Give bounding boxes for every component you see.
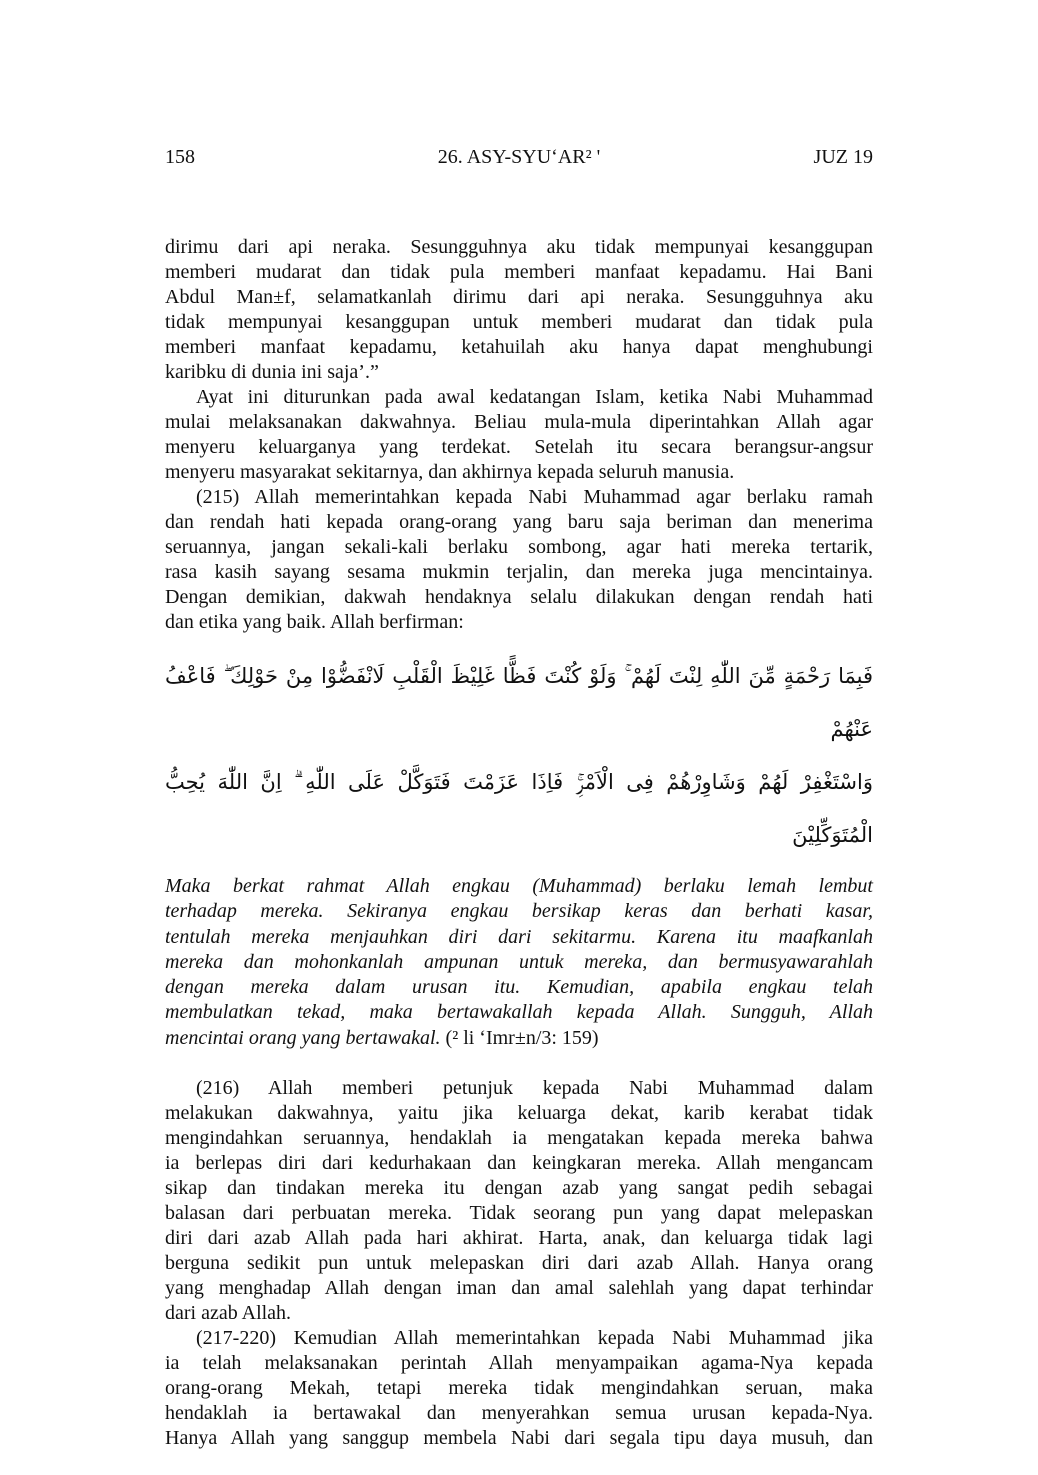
text-line: rasa kasih sayang sesama mukmin terjalin, dan mereka juga mencintainya. (165, 561, 873, 583)
text-line: menyeru masyarakat sekitarnya, dan akhirnya kepada seluruh manusia. (165, 461, 735, 483)
text-line: Hanya Allah yang sanggup membela Nabi dari segala tipu daya musuh, dan (165, 1427, 873, 1450)
text-line: dari azab Allah. (165, 1302, 292, 1325)
text-line: ia telah melaksanakan perintah Allah menyampaikan agama-Nya kepada (165, 1352, 873, 1375)
top-paragraphs (165, 235, 873, 635)
translation-line: Maka berkat rahmat Allah engkau (Muhammad) berlaku lemah lembut (165, 875, 873, 897)
paragraph (165, 1076, 873, 1326)
text-line: tidak mempunyai kesanggupan untuk memberi mudarat dan tidak pula (165, 311, 873, 333)
verse-reference: (² li ‘Imr±n/3: 159) (440, 1026, 599, 1049)
text-line: sikap dan tindakan mereka itu dengan azab yang sangat pedih sebagai (165, 1177, 873, 1200)
text-line: Abdul Man±f, selamatkanlah dirimu dari api neraka. Sesungguhnya aku (165, 286, 873, 308)
text-line: memberi mudarat dan tidak pula memberi manfaat kepadamu. Hai Bani (165, 261, 873, 283)
text-line: Dengan demikian, dakwah hendaknya selalu dilakukan dengan rendah hati (165, 586, 873, 608)
text-line: berguna sedikit pun untuk melepaskan diri dari azab Allah. Hanya orang (165, 1252, 873, 1275)
translation-line: tentulah mereka menjauhkan diri dari sekitarmu. Karena itu maafkanlah (165, 925, 873, 948)
paragraph (165, 1326, 873, 1451)
verse-translation (165, 874, 873, 1051)
translation-text: mencintai orang yang bertawakal. (165, 1026, 441, 1049)
surah-title: 26. ASY-SYU‘AR² ' (437, 146, 601, 168)
arabic-verse (165, 650, 873, 862)
text-line: menyeru keluarganya yang terdekat. Setelah itu secara berangsur-angsur (165, 436, 873, 458)
bottom-paragraphs (165, 1076, 873, 1451)
text-line: diri dari azab Allah pada hari akhirat. Harta, anak, dan keluarga tidak lagi (165, 1227, 873, 1250)
juz-label: JUZ 19 (813, 146, 873, 168)
translation-line: terhadap mereka. Sekiranya engkau bersikap keras dan berhati kasar, (165, 900, 873, 923)
text-line: Ayat ini diturunkan pada awal kedatangan Islam, ketika Nabi Muhammad (196, 386, 873, 408)
text-line: balasan dari perbuatan mereka. Tidak seorang pun yang dapat melepaskan (165, 1202, 873, 1225)
text-line: orang-orang Mekah, tetapi mereka tidak mengindahkan seruan, maka (165, 1377, 873, 1400)
text-line: (216) Allah memberi petunjuk kepada Nabi Muhammad dalam (196, 1077, 873, 1100)
text-line: ia berlepas diri dari kedurhakaan dan keingkaran mereka. Allah mengancam (165, 1152, 873, 1175)
translation-line: membulatkan tekad, maka bertawakallah kepada Allah. Sungguh, Allah (165, 1001, 873, 1024)
translation-line: mereka dan mohonkanlah ampunan untuk mereka, dan bermusyawarahlah (165, 950, 873, 973)
text-line: mengindahkan seruannya, hendaklah ia mengatakan kepada mereka bahwa (165, 1127, 873, 1150)
paragraph (165, 485, 873, 635)
page-number: 158 (165, 146, 195, 168)
paragraph (165, 235, 873, 385)
text-line: (217-220) Kemudian Allah memerintahkan kepada Nabi Muhammad jika (196, 1327, 873, 1350)
text-line: dan etika yang baik. Allah berfirman: (165, 611, 464, 633)
text-line: (215) Allah memerintahkan kepada Nabi Muhammad agar berlaku ramah (196, 486, 873, 508)
text-line: yang menghadap Allah dengan iman dan amal salehlah yang dapat terhindar (165, 1277, 873, 1300)
translation-last-line (165, 1026, 873, 1051)
arabic-line: وَاسْتَغْفِرْ لَهُمْ وَشَاوِرْهُمْ فِى الْاَمْرِۚ فَاِذَا عَزَمْتَ فَتَوَكَّلْ عَلَى اللّٰهِ ۗ اِنَّ اللّٰهَ يُحِبُّ الْمُتَوَكِّلِيْنَ (165, 770, 873, 847)
text-line: karibku di dunia ini saja’.” (165, 361, 379, 383)
page-body (165, 235, 873, 1451)
text-line: seruannya, jangan sekali-kali berlaku sombong, agar hati mereka tertarik, (165, 536, 873, 558)
running-header (165, 146, 873, 172)
text-line: melakukan dakwahnya, yaitu jika keluarga dekat, karib kerabat tidak (165, 1102, 873, 1125)
text-line: dirimu dari api neraka. Sesungguhnya aku tidak mempunyai kesanggupan (165, 236, 873, 258)
paragraph (165, 385, 873, 485)
text-line: hendaklah ia bertawakal dan menyerahkan semua urusan kepada-Nya. (165, 1402, 873, 1425)
text-line: memberi manfaat kepadamu, ketahuilah aku hanya dapat menghubungi (165, 336, 873, 358)
translation-line: dengan mereka dalam urusan itu. Kemudian, apabila engkau telah (165, 976, 873, 999)
text-line: mulai melaksanakan dakwahnya. Beliau mula-mula diperintahkan Allah agar (165, 411, 873, 433)
arabic-line: فَبِمَا رَحْمَةٍ مِّنَ اللّٰهِ لِنْتَ لَهُمْ ۚ وَلَوْ كُنْتَ فَظًّا غَلِيْظَ الْقَلْبِ لَانْفَضُّوْا مِنْ حَوْلِكَ ۖ فَاعْفُ عَنْهُمْ (165, 664, 873, 741)
text-line: dan rendah hati kepada orang-orang yang baru saja beriman dan menerima (165, 511, 873, 533)
